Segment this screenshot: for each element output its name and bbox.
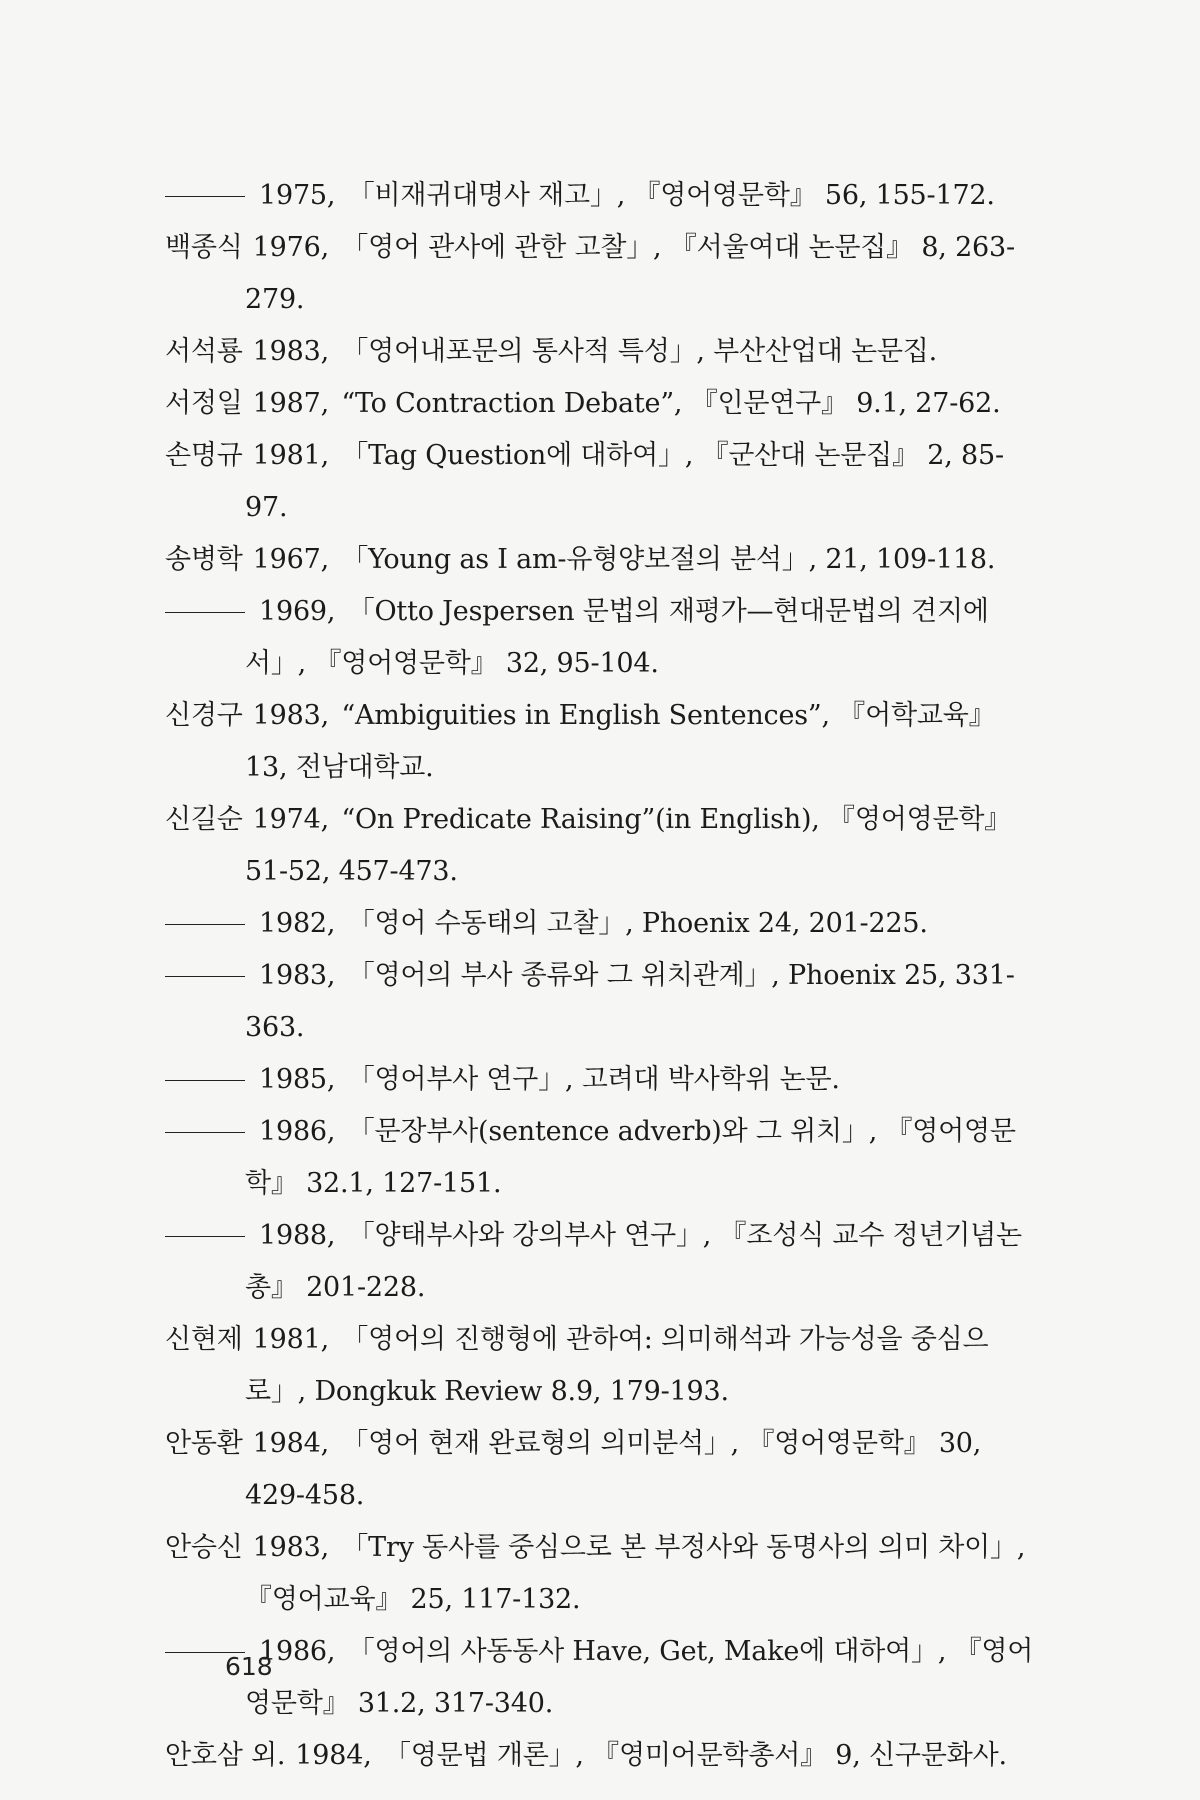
reference-author: 서석룡 [165, 336, 243, 367]
reference-entry [165, 1418, 1045, 1522]
reference-detail: “On Predicate Raising”(in English), 『영어영문학』 51-52, 457-473. [245, 804, 1012, 887]
reference-year: 1975, [259, 180, 336, 211]
reference-detail: 「영문법 개론」, 『영미어문학총서』 9, 신구문화사. [383, 1740, 1007, 1771]
reference-entry [165, 1730, 1045, 1782]
reference-year: 1985, [259, 1064, 336, 1095]
reference-entry [165, 794, 1045, 898]
repeat-author-dash [165, 924, 245, 925]
reference-entry [165, 1522, 1045, 1626]
reference-author: 안호삼 외. [165, 1740, 286, 1771]
reference-author: 손명규 [165, 440, 243, 471]
reference-entry [165, 1210, 1045, 1314]
reference-entry [165, 534, 1045, 586]
reference-entry [165, 170, 1045, 222]
reference-author: 신현제 [165, 1324, 243, 1355]
reference-detail: 「영어 현재 완료형의 의미분석」, 『영어영문학』 30, 429-458. [245, 1428, 982, 1511]
reference-year: 1988, [259, 1220, 336, 1251]
reference-entry [165, 586, 1045, 690]
reference-year: 1986, [259, 1116, 336, 1147]
reference-year: 1967, [252, 544, 329, 575]
reference-year: 1981, [252, 1324, 329, 1355]
reference-entry [165, 222, 1045, 326]
reference-entry [165, 690, 1045, 794]
repeat-author-dash [165, 1236, 245, 1237]
reference-detail: 「영어 관사에 관한 고찰」, 『서울여대 논문집』 8, 263-279. [245, 232, 1015, 315]
reference-year: 1976, [252, 232, 329, 263]
reference-year: 1974, [252, 804, 329, 835]
reference-detail: 「영어의 진행형에 관하여: 의미해석과 가능성을 중심으로」, Dongkuk Review 8.9, 179-193. [245, 1324, 989, 1407]
reference-year: 1983, [259, 960, 336, 991]
reference-detail: “Ambiguities in English Sentences”, 『어학교육』 13, 전남대학교. [245, 700, 996, 783]
reference-detail: 「영어내포문의 통사적 특성」, 부산산업대 논문집. [341, 336, 937, 367]
reference-author: 송병학 [165, 544, 243, 575]
reference-year: 1982, [259, 908, 336, 939]
reference-entry [165, 326, 1045, 378]
reference-detail: 「Try 동사를 중심으로 본 부정사와 동명사의 의미 차이」, 『영어교육』 25, 117-132. [245, 1532, 1026, 1615]
reference-entry [165, 1626, 1045, 1730]
reference-detail: “To Contraction Debate”, 『인문연구』 9.1, 27-62. [341, 388, 1001, 419]
reference-author: 신길순 [165, 804, 243, 835]
reference-detail: 「비재귀대명사 재고」, 『영어영문학』 56, 155-172. [347, 180, 995, 211]
reference-author: 안동환 [165, 1428, 243, 1459]
repeat-author-dash [165, 612, 245, 613]
reference-detail: 「영어 수동태의 고찰」, Phoenix 24, 201-225. [347, 908, 928, 939]
repeat-author-dash [165, 976, 245, 977]
reference-entry [165, 1314, 1045, 1418]
reference-entry [165, 1106, 1045, 1210]
reference-entry [165, 898, 1045, 950]
reference-entry [165, 1054, 1045, 1106]
reference-year: 1984, [295, 1740, 372, 1771]
reference-entry [165, 378, 1045, 430]
reference-entry [165, 950, 1045, 1054]
reference-entry [165, 430, 1045, 534]
page-number: 618 [225, 1652, 273, 1681]
reference-year: 1984, [252, 1428, 329, 1459]
reference-year: 1983, [252, 336, 329, 367]
reference-year: 1969, [259, 596, 336, 627]
reference-detail: 「Young as I am-유형양보절의 분석」, 21, 109-118. [341, 544, 996, 575]
reference-year: 1983, [252, 1532, 329, 1563]
reference-list [165, 170, 1045, 1782]
reference-year: 1981, [252, 440, 329, 471]
reference-detail: 「영어의 부사 종류와 그 위치관계」, Phoenix 25, 331-363. [245, 960, 1015, 1043]
reference-detail: 「영어의 사동동사 Have, Get, Make에 대하여」, 『영어영문학』 31.2, 317-340. [245, 1636, 1034, 1719]
repeat-author-dash [165, 1080, 245, 1081]
reference-year: 1987, [252, 388, 329, 419]
reference-detail: 「Otto Jespersen 문법의 재평가—현대문법의 견지에서」, 『영어영문학』 32, 95-104. [245, 596, 989, 679]
repeat-author-dash [165, 196, 245, 197]
reference-year: 1986, [259, 1636, 336, 1667]
reference-detail: 「양태부사와 강의부사 연구」, 『조성식 교수 정년기념논총』 201-228. [245, 1220, 1022, 1303]
repeat-author-dash [165, 1132, 245, 1133]
reference-detail: 「영어부사 연구」, 고려대 박사학위 논문. [347, 1064, 840, 1095]
reference-author: 신경구 [165, 700, 243, 731]
reference-detail: 「문장부사(sentence adverb)와 그 위치」, 『영어영문학』 32.1, 127-151. [245, 1116, 1016, 1199]
reference-author: 안승신 [165, 1532, 243, 1563]
reference-detail: 「Tag Question에 대하여」, 『군산대 논문집』 2, 85-97. [245, 440, 1004, 523]
reference-year: 1983, [252, 700, 329, 731]
reference-author: 서정일 [165, 388, 243, 419]
reference-author: 백종식 [165, 232, 243, 263]
